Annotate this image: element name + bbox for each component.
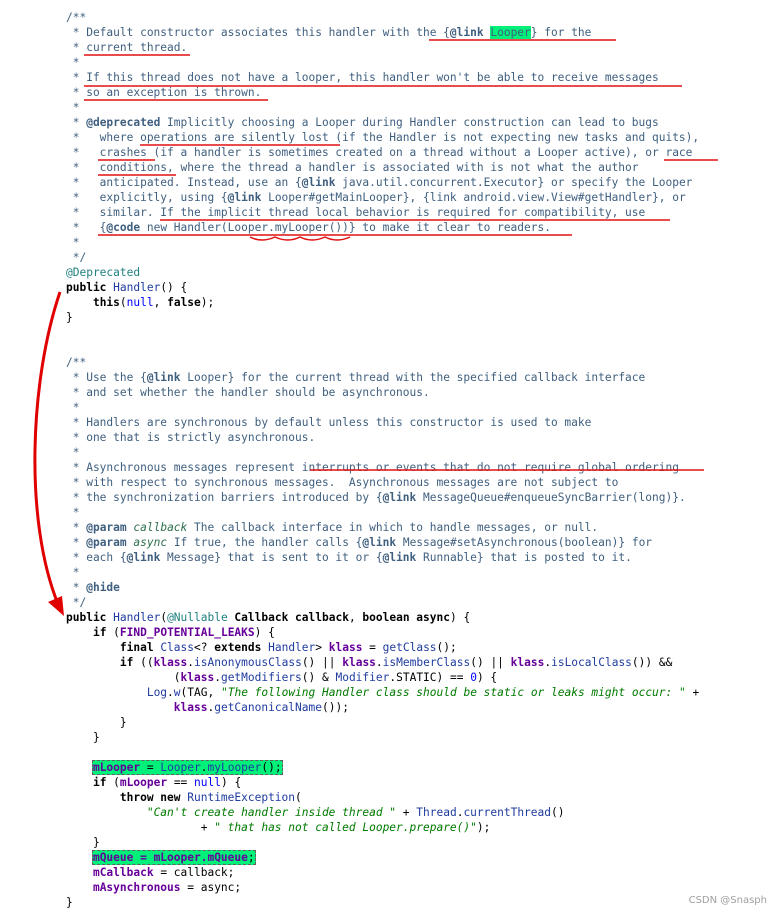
code-token: mLooper bbox=[92, 761, 141, 774]
code-token: @link bbox=[227, 191, 262, 204]
code-token: @link bbox=[362, 536, 397, 549]
code-token: @link bbox=[449, 26, 484, 39]
code-line bbox=[66, 610, 699, 625]
code-token bbox=[66, 881, 93, 894]
code-token: * bbox=[66, 536, 87, 549]
watermark: CSDN @Snasph bbox=[688, 895, 767, 906]
code-token: mQueue = mLooper.mQueue bbox=[92, 851, 248, 864]
code-token: false bbox=[167, 296, 201, 309]
code-line bbox=[66, 355, 699, 370]
code-token: @link bbox=[382, 491, 417, 504]
code-token: @hide bbox=[86, 581, 120, 594]
code-token: isLocalClass bbox=[551, 656, 632, 669]
code-token: @link bbox=[301, 176, 336, 189]
code-token: () bbox=[551, 806, 565, 819]
code-token: klass bbox=[510, 656, 545, 669]
code-token: Looper} for the current thread with the specified callback interface bbox=[180, 371, 646, 384]
code-token: Implicitly choosing a Looper during Handler construction can lead to bugs bbox=[160, 116, 659, 129]
code-token: Callback callback bbox=[234, 611, 349, 624]
code-line bbox=[66, 505, 699, 520]
code-token: , bbox=[348, 611, 363, 624]
code-token bbox=[66, 761, 93, 774]
code-token: */ bbox=[66, 251, 87, 264]
code-line bbox=[66, 565, 699, 580]
code-token: klass bbox=[153, 656, 188, 669]
code-line bbox=[66, 865, 699, 880]
code-line bbox=[66, 280, 699, 295]
code-line bbox=[66, 850, 699, 865]
code-line bbox=[66, 265, 699, 280]
code-token: 0 bbox=[470, 671, 477, 684]
code-token: klass bbox=[180, 671, 215, 684]
code-token bbox=[66, 791, 120, 804]
code-token: () || bbox=[301, 656, 343, 669]
code-line bbox=[66, 775, 699, 790]
code-token: * bbox=[66, 566, 80, 579]
arrow-shaft bbox=[35, 292, 60, 604]
code-line bbox=[66, 490, 699, 505]
code-token: ()); bbox=[322, 701, 349, 714]
code-token: extends bbox=[214, 641, 269, 654]
code-token: * with respect to synchronous messages. Asynchronous messages are not subject to bbox=[66, 476, 619, 489]
code-token: . bbox=[214, 671, 221, 684]
code-token: mAsynchronous bbox=[92, 881, 181, 894]
code-token bbox=[66, 866, 93, 879]
code-line bbox=[66, 550, 699, 565]
code-token: getCanonicalName bbox=[214, 701, 322, 714]
code-token: ) { bbox=[254, 626, 275, 639]
code-line bbox=[66, 475, 699, 490]
code-token: if bbox=[92, 776, 107, 789]
code-line bbox=[66, 880, 699, 895]
code-line bbox=[66, 40, 699, 55]
code-token: (( bbox=[133, 656, 154, 669]
code-token: * Use the { bbox=[66, 371, 147, 384]
code-token: RuntimeException bbox=[187, 791, 296, 804]
code-token: * similar. If the implicit thread local behavior is required for compatibility, use bbox=[66, 206, 646, 219]
code-line bbox=[66, 25, 699, 40]
code-token: currentThread bbox=[463, 806, 551, 819]
code-token: null bbox=[126, 296, 154, 309]
code-token: + bbox=[66, 821, 215, 834]
code-line bbox=[66, 70, 699, 85]
code-token: * bbox=[66, 116, 87, 129]
code-token: klass bbox=[328, 641, 363, 654]
code-token: getModifiers bbox=[220, 671, 302, 684]
code-token: ( bbox=[295, 791, 302, 804]
code-line bbox=[66, 730, 699, 745]
code-token: Handler bbox=[113, 281, 161, 294]
code-token: Runnable} that is posted to it. bbox=[416, 551, 632, 564]
code-token bbox=[66, 701, 174, 714]
code-token: ( bbox=[180, 686, 188, 699]
code-line bbox=[66, 640, 699, 655]
code-token: public bbox=[66, 281, 114, 294]
code-token: */ bbox=[66, 596, 87, 609]
code-token: Class bbox=[160, 641, 194, 654]
code-token: java.util.concurrent.Executor} or specify the Looper bbox=[335, 176, 693, 189]
code-token: " that has not called Looper.prepare()" bbox=[214, 821, 477, 834]
code-line bbox=[66, 400, 699, 415]
code-token: ()) && bbox=[631, 656, 673, 669]
code-token: If true, the handler calls { bbox=[167, 536, 363, 549]
code-line bbox=[66, 325, 699, 340]
code-line bbox=[66, 115, 699, 130]
code-token: * so an exception is thrown. bbox=[66, 86, 262, 99]
code-line bbox=[66, 685, 699, 700]
code-token: * current thread. bbox=[66, 41, 188, 54]
code-token: * the synchronization barriers introduced by { bbox=[66, 491, 383, 504]
code-token: Modifier bbox=[335, 671, 390, 684]
code-line bbox=[66, 220, 699, 235]
code-token: * Handlers are synchronous by default unless this constructor is used to make bbox=[66, 416, 592, 429]
code-line bbox=[66, 760, 699, 775]
code-token: @deprecated bbox=[86, 116, 161, 129]
code-token: mCallback bbox=[92, 866, 154, 879]
code-line bbox=[66, 190, 699, 205]
code-token: . bbox=[456, 806, 464, 819]
code-token: ) { bbox=[476, 671, 498, 684]
arrow-head bbox=[48, 596, 64, 616]
code-token: * explicitly, using { bbox=[66, 191, 228, 204]
highlighted-statement bbox=[92, 850, 256, 865]
code-token: Handler bbox=[268, 641, 316, 654]
code-token bbox=[66, 656, 120, 669]
code-token bbox=[66, 776, 93, 789]
code-token: = async; bbox=[180, 881, 242, 894]
code-token bbox=[66, 626, 93, 639]
code-token bbox=[66, 851, 93, 864]
code-token: "The following Handler class should be static or leaks might occur: " bbox=[220, 686, 686, 699]
code-token: . bbox=[207, 701, 215, 714]
code-token: klass bbox=[173, 701, 208, 714]
code-token: * bbox=[66, 401, 80, 414]
code-line bbox=[66, 415, 699, 430]
code-line bbox=[66, 160, 699, 175]
code-token: /** bbox=[66, 356, 87, 369]
source-code bbox=[66, 10, 699, 910]
code-token: FIND_POTENTIAL_LEAKS bbox=[119, 626, 255, 639]
code-token: . bbox=[187, 656, 195, 669]
code-token: ( bbox=[106, 626, 120, 639]
code-line bbox=[66, 625, 699, 640]
code-token: * bbox=[66, 581, 87, 594]
code-token: * bbox=[66, 506, 80, 519]
code-token: * Asynchronous messages represent interrupts or events that do not require global ordering bbox=[66, 461, 679, 474]
code-token: w bbox=[173, 686, 181, 699]
code-line bbox=[66, 235, 699, 250]
code-token: @Deprecated bbox=[66, 266, 141, 279]
code-token bbox=[66, 296, 93, 309]
code-line bbox=[66, 205, 699, 220]
code-token: ); bbox=[476, 821, 491, 834]
code-token: null bbox=[194, 776, 221, 789]
code-token: } bbox=[66, 836, 100, 849]
code-token: * { bbox=[66, 221, 107, 234]
code-line bbox=[66, 175, 699, 190]
code-token: boolean async bbox=[362, 611, 450, 624]
code-line bbox=[66, 340, 699, 355]
code-line bbox=[66, 130, 699, 145]
code-token: myLooper bbox=[207, 761, 262, 774]
code-token: ; bbox=[247, 851, 255, 864]
code-token: + bbox=[685, 686, 700, 699]
code-token: } bbox=[66, 731, 100, 744]
code-token: * each { bbox=[66, 551, 127, 564]
code-line bbox=[66, 670, 699, 685]
code-line bbox=[66, 700, 699, 715]
code-token: if bbox=[119, 656, 134, 669]
code-line bbox=[66, 310, 699, 325]
code-line bbox=[66, 100, 699, 115]
code-line bbox=[66, 430, 699, 445]
code-token: ( bbox=[119, 296, 127, 309]
code-token: Looper bbox=[160, 761, 201, 774]
code-token: * bbox=[66, 101, 80, 114]
code-token: @link bbox=[146, 371, 181, 384]
code-line bbox=[66, 445, 699, 460]
code-token: @Nullable bbox=[167, 611, 235, 624]
code-token: . bbox=[375, 656, 383, 669]
code-line bbox=[66, 535, 699, 550]
code-token: "Can't create handler inside thread " bbox=[146, 806, 397, 819]
code-line bbox=[66, 10, 699, 25]
code-token: callback bbox=[133, 521, 188, 534]
code-token: if bbox=[92, 626, 107, 639]
code-line bbox=[66, 895, 699, 910]
code-line bbox=[66, 385, 699, 400]
code-line bbox=[66, 55, 699, 70]
code-token bbox=[66, 686, 147, 699]
code-token: @link bbox=[126, 551, 161, 564]
code-token: = bbox=[362, 641, 383, 654]
code-line bbox=[66, 370, 699, 385]
code-token: * bbox=[66, 521, 87, 534]
code-token bbox=[66, 806, 147, 819]
code-token: (); bbox=[261, 761, 282, 774]
code-token: , bbox=[153, 296, 168, 309]
code-line bbox=[66, 85, 699, 100]
code-token: = callback; bbox=[153, 866, 235, 879]
code-token: . bbox=[200, 761, 208, 774]
code-token: == bbox=[167, 776, 195, 789]
code-token: } bbox=[66, 311, 73, 324]
code-token: = bbox=[140, 761, 161, 774]
code-token: Looper#getMainLooper}, {link android.view.View#getHandler}, or bbox=[261, 191, 686, 204]
code-line bbox=[66, 595, 699, 610]
code-token: final bbox=[119, 641, 161, 654]
code-token: Log bbox=[146, 686, 168, 699]
code-token: + bbox=[396, 806, 417, 819]
code-token: Message#setAsynchronous(boolean)} for bbox=[396, 536, 653, 549]
code-token: * bbox=[66, 446, 80, 459]
code-token: } bbox=[66, 896, 73, 909]
code-token: new Handler(Looper.myLooper())} to make it clear to readers. bbox=[140, 221, 551, 234]
code-token: ( bbox=[106, 776, 120, 789]
code-token: (); bbox=[436, 641, 457, 654]
code-token: ); bbox=[200, 296, 215, 309]
code-token: throw new bbox=[119, 791, 188, 804]
code-token: * anticipated. Instead, use an { bbox=[66, 176, 302, 189]
code-line bbox=[66, 580, 699, 595]
code-token: The callback interface in which to handle messages, or null. bbox=[187, 521, 599, 534]
code-token: /** bbox=[66, 11, 87, 24]
code-token: () || bbox=[470, 656, 511, 669]
code-token: this bbox=[92, 296, 120, 309]
code-line bbox=[66, 295, 699, 310]
red-arrow bbox=[35, 292, 64, 616]
code-token: Thread bbox=[416, 806, 457, 819]
code-token: @param bbox=[86, 536, 127, 549]
code-line bbox=[66, 655, 699, 670]
code-token: . bbox=[389, 671, 397, 684]
code-token: * where operations are silently lost (if the Handler is not expecting new tasks and quits), bbox=[66, 131, 700, 144]
code-line bbox=[66, 460, 699, 475]
code-token: Message} that is sent to it or { bbox=[160, 551, 383, 564]
code-line bbox=[66, 520, 699, 535]
code-token: klass bbox=[342, 656, 376, 669]
code-token: * conditions, where the thread a handler is associated with is not what the author bbox=[66, 161, 639, 174]
code-token: Looper bbox=[490, 26, 531, 39]
code-token: * If this thread does not have a looper, this handler won't be able to receive messages bbox=[66, 71, 659, 84]
code-token bbox=[66, 641, 120, 654]
code-token: <? bbox=[194, 641, 215, 654]
code-token: Handler bbox=[113, 611, 161, 624]
code-token: . bbox=[167, 686, 174, 699]
code-token: ) { bbox=[220, 776, 242, 789]
code-token: STATIC) == bbox=[396, 671, 471, 684]
code-token: } for the bbox=[530, 26, 592, 39]
code-line bbox=[66, 805, 699, 820]
code-token: MessageQueue#enqueueSyncBarrier(long)}. bbox=[416, 491, 686, 504]
code-line bbox=[66, 820, 699, 835]
code-line bbox=[66, 145, 699, 160]
code-token: () { bbox=[160, 281, 188, 294]
code-token: . bbox=[544, 656, 552, 669]
code-token: * crashes (if a handler is sometimes created on a thread without a Looper active), or race bbox=[66, 146, 693, 159]
code-token: ( bbox=[66, 671, 181, 684]
code-line bbox=[66, 835, 699, 850]
code-token: * bbox=[66, 56, 80, 69]
code-token: * Default constructor associates this handler with the { bbox=[66, 26, 450, 39]
code-token: public bbox=[66, 611, 114, 624]
code-token: * bbox=[66, 236, 80, 249]
code-token: mLooper bbox=[119, 776, 168, 789]
code-token: ( bbox=[160, 611, 168, 624]
code-line bbox=[66, 250, 699, 265]
code-token: isAnonymousClass bbox=[194, 656, 302, 669]
code-token: * one that is strictly asynchronous. bbox=[66, 431, 316, 444]
code-token: @param bbox=[86, 521, 127, 534]
code-token: } bbox=[66, 716, 127, 729]
code-token: TAG, bbox=[187, 686, 221, 699]
code-token: async bbox=[133, 536, 168, 549]
code-token: * and set whether the handler should be asynchronous. bbox=[66, 386, 430, 399]
code-line bbox=[66, 790, 699, 805]
code-token: @code bbox=[106, 221, 141, 234]
code-token: @link bbox=[382, 551, 417, 564]
code-line bbox=[66, 745, 699, 760]
code-token: getClass bbox=[382, 641, 437, 654]
code-token: > bbox=[315, 641, 329, 654]
code-token: ) { bbox=[449, 611, 471, 624]
code-token: () & bbox=[301, 671, 336, 684]
code-line bbox=[66, 715, 699, 730]
highlighted-statement bbox=[92, 760, 283, 775]
code-token: isMemberClass bbox=[382, 656, 471, 669]
